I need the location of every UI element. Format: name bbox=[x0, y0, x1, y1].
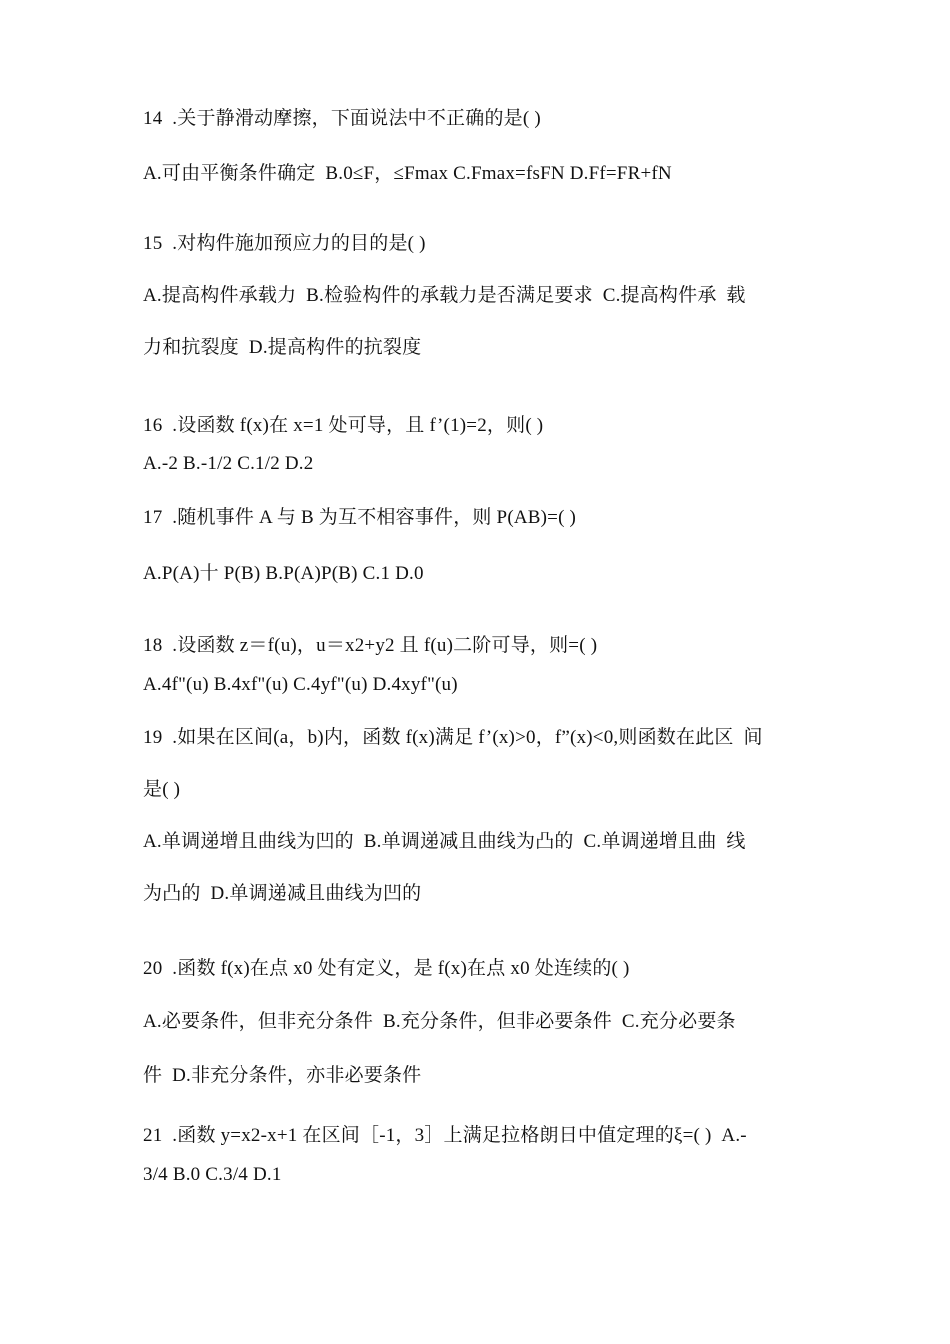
question-21-line-1: 21 .函数 y=x2-x+1 在区间［-1，3］上满足拉格朗日中值定理的ξ=( ) A.- bbox=[143, 1125, 747, 1146]
question-18-options: A.4f"(u) B.4xf"(u) C.4yf"(u) D.4xyf"(u) bbox=[143, 674, 458, 695]
question-15-options-line-2: 力和抗裂度 D.提高构件的抗裂度 bbox=[143, 337, 422, 358]
question-19-line-1: 19 .如果在区间(a，b)内，函数 f(x)满足 f’(x)>0，f”(x)<0,则函数在此区 间 bbox=[143, 727, 763, 748]
question-20-options-line-2: 件 D.非充分条件，亦非必要条件 bbox=[143, 1065, 422, 1086]
question-17-options: A.P(A)十 P(B) B.P(A)P(B) C.1 D.0 bbox=[143, 563, 424, 584]
question-16-options: A.-2 B.-1/2 C.1/2 D.2 bbox=[143, 453, 314, 474]
question-16: 16 .设函数 f(x)在 x=1 处可导，且 f’(1)=2，则( ) bbox=[143, 415, 544, 436]
question-19-options-line-2: 为凸的 D.单调递减且曲线为凹的 bbox=[143, 883, 422, 904]
question-19-line-2: 是( ) bbox=[143, 779, 181, 800]
question-15: 15 .对构件施加预应力的目的是( ) bbox=[143, 233, 426, 254]
question-20: 20 .函数 f(x)在点 x0 处有定义，是 f(x)在点 x0 处连续的( ) bbox=[143, 958, 630, 979]
question-15-options-line-1: A.提高构件承载力 B.检验构件的承载力是否满足要求 C.提高构件承 载 bbox=[143, 285, 746, 306]
question-14-options: A.可由平衡条件确定 B.0≤F，≤Fmax C.Fmax=fsFN D.Ff=FR+fN bbox=[143, 163, 672, 184]
question-17: 17 .随机事件 A 与 B 为互不相容事件，则 P(AB)=( ) bbox=[143, 507, 577, 528]
question-18: 18 .设函数 z＝f(u)，u＝x2+y2 且 f(u)二阶可导，则=( ) bbox=[143, 635, 598, 656]
question-19-options-line-1: A.单调递增且曲线为凹的 B.单调递减且曲线为凸的 C.单调递增且曲 线 bbox=[143, 831, 746, 852]
question-21-line-2: 3/4 B.0 C.3/4 D.1 bbox=[143, 1164, 282, 1185]
question-14: 14 .关于静滑动摩擦，下面说法中不正确的是( ) bbox=[143, 108, 541, 129]
question-20-options-line-1: A.必要条件，但非充分条件 B.充分条件，但非必要条件 C.充分必要条 bbox=[143, 1011, 736, 1032]
